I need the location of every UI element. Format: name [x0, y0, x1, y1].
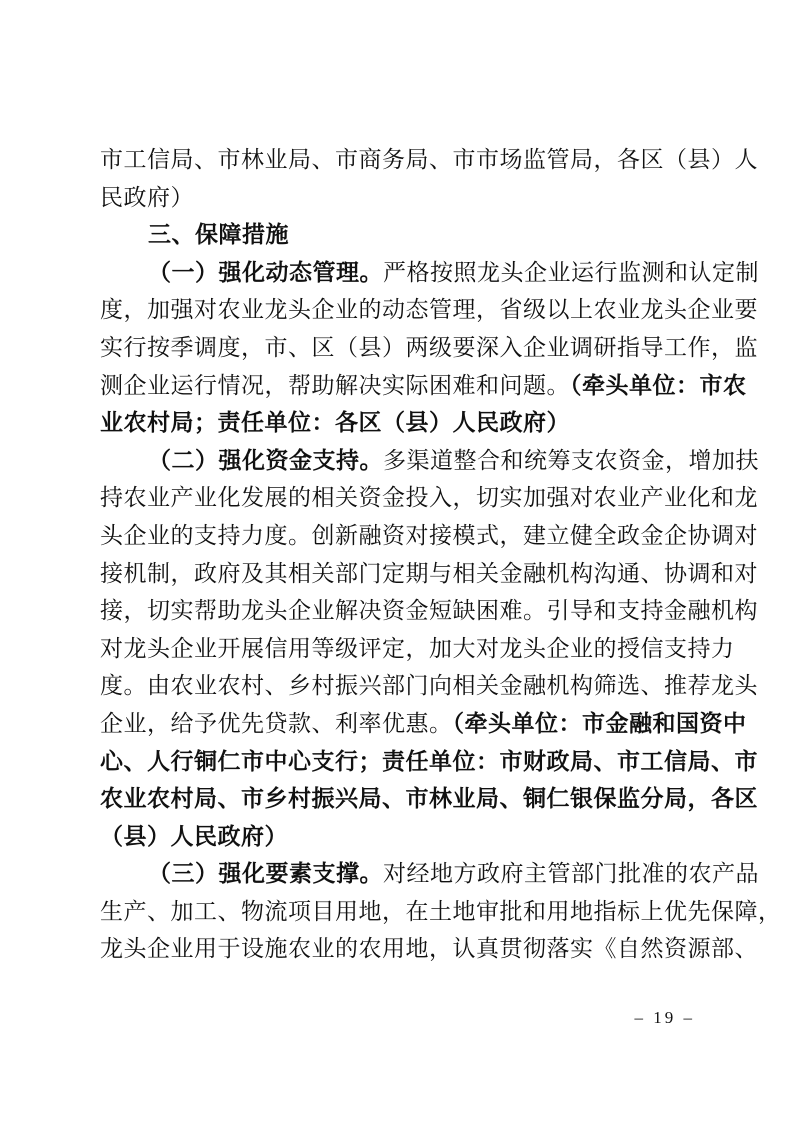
body-text-run: 民政府）: [100, 184, 194, 210]
text-line: [100, 254, 759, 292]
bold-text-run: 心、人行铜仁市中心支行；责任单位：市财政局、市工信局、市: [100, 747, 758, 774]
document-body: [100, 141, 782, 968]
body-text-run: 度。由农业农村、乡村振兴部门向相关金融机构筛选、推荐龙头: [100, 673, 758, 699]
text-line: [100, 893, 782, 931]
text-line: [100, 780, 758, 818]
body-text-run: 市工信局、市林业局、市商务局、市市场监管局，各区（县）人: [100, 147, 758, 172]
body-text-run: 生产、加工、物流项目用地，在土地审批和用地指标上优先保障，: [100, 898, 782, 924]
body-text-run: 接机制，政府及其相关部门定期与相关金融机构沟通、协调和对: [100, 560, 758, 586]
text-line: [100, 179, 700, 217]
body-text-run: 企业，给予优先贷款、利率优惠。: [100, 710, 453, 736]
page-number: – 19 –: [634, 1008, 695, 1027]
bold-text-run: （牵头单位：市金融和国资中: [452, 709, 747, 736]
body-text-run: 多渠道整合和统筹支农资金，增加扶: [383, 447, 759, 473]
body-text-run: 接，切实帮助龙头企业解决资金短缺困难。引导和支持金融机构: [100, 598, 758, 624]
text-line: [100, 367, 747, 405]
text-line: [100, 855, 759, 893]
bold-text-run: 三、保障措施: [148, 221, 289, 248]
body-text-run: 龙头企业用于设施农业的农用地，认真贯彻落实《自然资源部、: [100, 936, 758, 962]
body-text-run: 持农业产业化发展的相关资金投入，切实加强对农业产业化和龙: [100, 485, 758, 511]
text-line: [100, 329, 758, 367]
text-line: [100, 517, 758, 555]
text-line: [100, 667, 758, 705]
text-line: [100, 291, 758, 329]
bold-text-run: （牵头单位：市农: [570, 371, 747, 398]
text-line: [100, 592, 758, 630]
bold-text-run: 农业农村局、市乡村振兴局、市林业局、铜仁银保监分局，各区: [100, 785, 758, 812]
text-line: [100, 479, 758, 517]
text-line: [100, 743, 758, 781]
text-line: [100, 404, 700, 442]
text-line: [100, 141, 758, 179]
body-text-run: 对龙头企业开展信用等级评定，加大对龙头企业的授信支持力: [100, 635, 735, 661]
body-text-run: 实行按季调度，市、区（县）两级要深入企业调研指导工作，监: [100, 334, 758, 360]
body-text-run: 度，加强对农业龙头企业的动态管理，省级以上农业龙头企业要: [100, 297, 758, 323]
text-line: [100, 555, 758, 593]
text-line: [100, 818, 700, 856]
text-line: [100, 930, 758, 968]
text-line: [100, 630, 735, 668]
bold-text-run: 业农村局；责任单位：各区（县）人民政府）: [100, 409, 570, 436]
text-line: [100, 216, 700, 254]
bold-text-run: （二）强化资金支持。: [148, 447, 383, 473]
body-text-run: 头企业的支持力度。创新融资对接模式，建立健全政金企协调对: [100, 522, 758, 548]
body-text-run: 对经地方政府主管部门批准的农产品: [383, 861, 759, 887]
text-line: [100, 705, 747, 743]
bold-text-run: （一）强化动态管理。: [148, 259, 383, 285]
text-line: [100, 442, 759, 480]
body-text-run: 严格按照龙头企业运行监测和认定制: [383, 259, 759, 285]
body-text-run: 测企业运行情况，帮助解决实际困难和问题。: [100, 372, 570, 398]
bold-text-run: （县）人民政府）: [100, 822, 288, 849]
bold-text-run: （三）强化要素支撑。: [148, 861, 383, 887]
